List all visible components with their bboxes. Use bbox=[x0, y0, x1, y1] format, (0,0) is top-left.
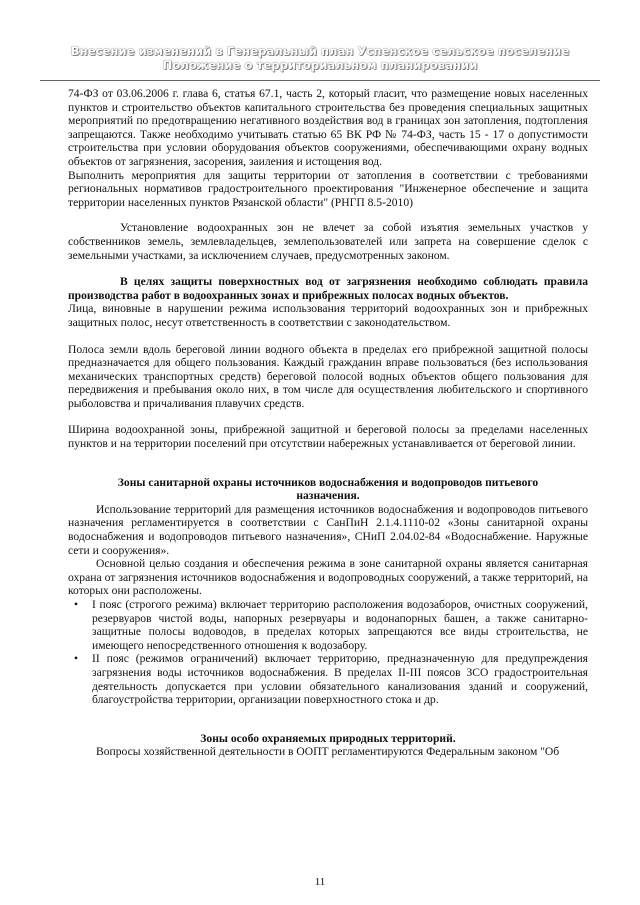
paragraph: Ширина водоохранной зоны, прибрежной защитной и береговой полосы за пределами населенных пунктов и на территории поселений при отсутствии набережных устанавливается от береговой линии. bbox=[68, 423, 588, 451]
section-heading: Зоны особо охраняемых природных территорий. bbox=[200, 731, 456, 745]
running-header bbox=[40, 44, 600, 72]
bullet-icon: • bbox=[74, 598, 79, 611]
paragraph: Использование территорий для размещения источников водоснабжения и водопроводов питьевого назначения регламентируется в соответствии с СанПиН 2.1.4.1110-02 «Зоны санитарной охраны водоснабжения и водопроводов питьевого назначения», СНиП 2.04.02-84 «Водоснабжение. Наружные сети и сооружения». bbox=[68, 502, 588, 557]
bullet-list bbox=[68, 598, 588, 707]
paragraph: Основной целью создания и обеспечения режима в зоне санитарной охраны является санитарная охрана от загрязнения источников водоснабжения и водопроводных сооружений, а также территорий, на которых они расположены. bbox=[68, 557, 588, 598]
paragraph: Выполнить мероприятия для защиты территории от затопления в соответствии с требованиями региональных нормативов градостроительного проектирования "Инженерное обеспечение и защита территории населенных пунктов Рязанской области" (РНГП 8.5-2010) bbox=[68, 168, 588, 209]
header-title: Внесение изменений в Генеральный план Успенское сельское поселение bbox=[70, 44, 570, 58]
paragraph: Вопросы хозяйственной деятельности в ООПТ регламентируются Федеральным законом "Об bbox=[96, 745, 560, 759]
header-rule bbox=[40, 80, 600, 81]
paragraph: 74-ФЗ от 03.06.2006 г. глава 6, статья 67.1, часть 2, который гласит, что размещение новых населенных пунктов и строительство объектов капитального строительства без проведения специальных защитных мероприятий по предотвращению негативного воздействия вод в границах зон затопления, подтопления запрещаются. Также необходимо учитывать статью 65 ВК РФ № 74-ФЗ, часть 15 - 17 о допустимости строительства при условии оборудования объектов сооружениями, обеспечивающими охрану водных объектов от загрязнения, засорения, заиления и истощения вод. bbox=[68, 87, 588, 168]
bullet-icon: • bbox=[74, 652, 79, 666]
list-item bbox=[68, 598, 588, 652]
bold-paragraph: В целях защиты поверхностных вод от загрязнения необходимо соблюдать правила производства работ в водоохранных зонах и прибрежных полосах водных объектов. bbox=[68, 275, 588, 302]
paragraph: Лица, виновные в нарушении режима использования территорий водоохранных зон и прибрежных защитных полос, несут ответственность в соответствии с законодательством. bbox=[68, 302, 588, 329]
section-heading: Зоны санитарной охраны источников водоснабжения и водопроводов питьевого назначения. bbox=[117, 475, 539, 503]
document-body bbox=[68, 87, 588, 759]
list-item bbox=[68, 652, 588, 706]
page-number: 11 bbox=[314, 876, 326, 888]
paragraph: Установление водоохранных зон не влечет за собой изъятия земельных участков у собственников земель, землевладельцев, землепользователей или запрета на совершение сделок с земельными участками, за исключением случаев, предусмотренных законом. bbox=[68, 221, 588, 262]
list-item-text: I пояс (строгого режима) включает территорию расположения водозаборов, очистных сооружений, резервуаров чистой воды, напорных резервуары и водонапорных башен, а также санитарно-защитные полосы водоводов, в пределах которых запрещаются все виды строительства, не имеющего непосредственного отношения к водозабору. bbox=[92, 598, 588, 652]
header-subtitle: Положение о территориальном планировании bbox=[162, 58, 478, 72]
paragraph: Полоса земли вдоль береговой линии водного объекта в пределах его прибрежной защитной полосы предназначается для общего пользования. Каждый гражданин вправе пользоваться (без использования механических транспортных средств) береговой полосой водных объектов общего пользования для передвижения и пребывания около них, в том числе для осуществления любительского и спортивного рыболовства и причаливания плавучих средств. bbox=[68, 342, 588, 410]
list-item-text: II пояс (режимов ограничений) включает территорию, предназначенную для предупреждения загрязнения воды источников водоснабжения. В пределах II-III поясов ЗСО градостроительная деятельность допускается при условии обязательного канализования зданий и сооружений, благоустройства территории, организации поверхностного стока и др. bbox=[92, 652, 588, 707]
